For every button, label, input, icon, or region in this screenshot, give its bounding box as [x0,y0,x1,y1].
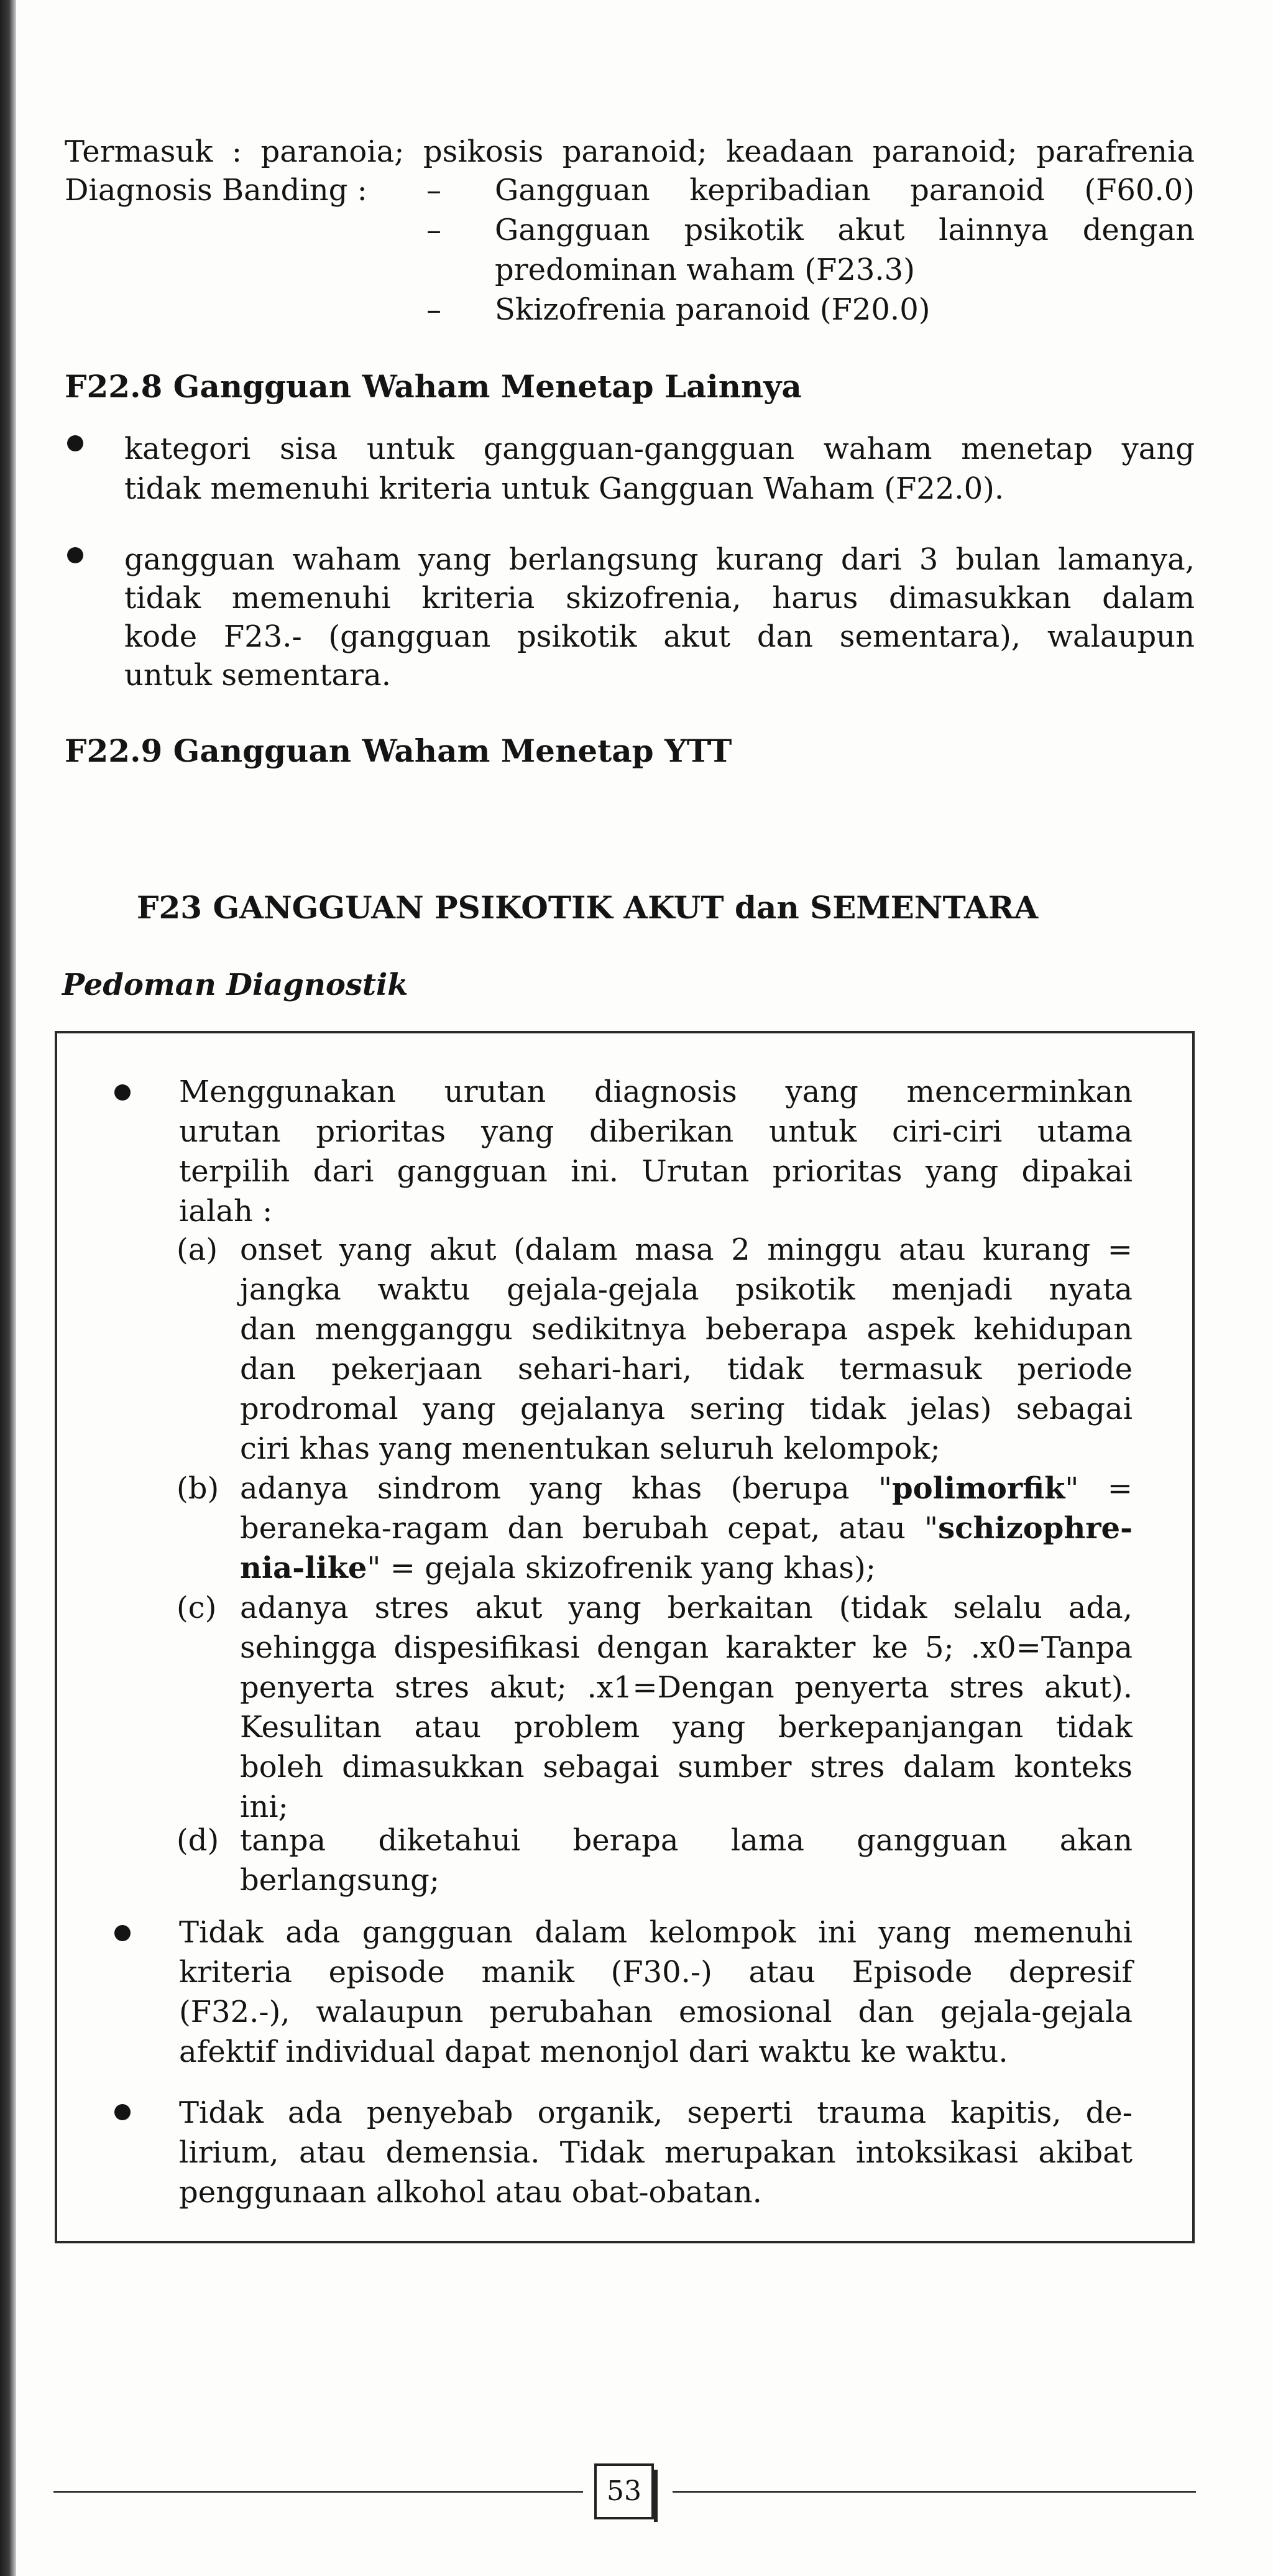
f23-heading: F23 GANGGUAN PSIKOTIK AKUT dan SEMENTARA [137,889,1039,926]
item-a-label: (a) [177,1232,218,1267]
pedoman-diagnostik-title: Pedoman Diagnostik [62,967,408,1002]
item-c-line5: boleh dimasukkan sebagai sumber stres dalam konteks [240,1750,1133,1784]
diagnosis-banding-label: Diagnosis Banding : [65,173,367,208]
bullet-icon [114,2104,131,2120]
box-b2-line4: afektif individual dapat menonjol dari waktu ke waktu. [179,2034,1008,2069]
f229-heading: F22.9 Gangguan Waham Menetap YTT [65,732,732,769]
banding-item-1: Gangguan kepribadian paranoid (F60.0) [495,173,1195,208]
box-b1-line4: ialah : [179,1194,273,1229]
f228-bullet2-line2: tidak memenuhi kriteria skizofrenia, harus dimasukkan dalam [124,581,1195,616]
f228-bullet2-line4: untuk sementara. [124,658,391,693]
item-b-line1: adanya sindrom yang khas (berupa "polimorfik" = [240,1471,1133,1506]
footer-rule-left [53,2491,583,2493]
item-b-line2: beraneka-ragam dan berubah cepat, atau "schizophre- [240,1511,1133,1546]
bullet-icon [114,1084,131,1101]
f228-heading: F22.8 Gangguan Waham Menetap Lainnya [65,368,802,405]
f228-bullet1-line1: kategori sisa untuk gangguan-gangguan waham menetap yang [124,432,1195,466]
item-c-line2: sehingga dispesifikasi dengan karakter ke 5; .x0=Tanpa [240,1630,1133,1665]
item-c-line3: penyerta stres akut; .x1=Dengan penyerta stres akut). [240,1670,1133,1705]
item-a-line3: dan mengganggu sedikitnya beberapa aspek kehidupan [240,1312,1133,1347]
banding-item-3: Skizofrenia paranoid (F20.0) [495,292,931,327]
dash-1: – [426,173,441,208]
box-b1-line1: Menggunakan urutan diagnosis yang mencerminkan [179,1074,1133,1109]
f228-bullet1-line2: tidak memenuhi kriteria untuk Gangguan Waham (F22.0). [124,471,1004,506]
item-b-line3: nia-like" = gejala skizofrenik yang khas); [240,1551,876,1586]
f228-bullet2-line3: kode F23.- (gangguan psikotik akut dan sementara), walaupun [124,619,1195,654]
f228-bullet2-line1: gangguan waham yang berlangsung kurang dari 3 bulan lamanya, [124,542,1195,577]
bullet-icon [67,435,83,451]
bullet-icon [114,1925,131,1941]
box-b1-line3: terpilih dari gangguan ini. Urutan prioritas yang dipakai [179,1154,1133,1189]
page-number: 53 [594,2463,654,2519]
footer-rule-right [673,2491,1196,2493]
dash-2: – [426,213,441,247]
item-d-line2: berlangsung; [240,1863,440,1898]
box-b3-line1: Tidak ada penyebab organik, seperti trauma kapitis, de- [179,2095,1133,2130]
box-b2-line1: Tidak ada gangguan dalam kelompok ini yang memenuhi [179,1915,1133,1950]
item-a-line6: ciri khas yang menentukan seluruh kelompok; [240,1431,940,1466]
item-a-line4: dan pekerjaan sehari-hari, tidak termasuk periode [240,1352,1133,1387]
item-c-line4: Kesulitan atau problem yang berkepanjangan tidak [240,1710,1133,1745]
item-d-label: (d) [177,1823,219,1858]
box-b2-line3: (F32.-), walaupun perubahan emosional dan gejala-gejala [179,1995,1133,2029]
item-a-line2: jangka waktu gejala-gejala psikotik menjadi nyata [240,1272,1133,1307]
banding-item-2: Gangguan psikotik akut lainnya dengan [495,213,1195,247]
item-b-label: (b) [177,1471,219,1506]
item-d-line1: tanpa diketahui berapa lama gangguan akan [240,1823,1133,1858]
item-c-line1: adanya stres akut yang berkaitan (tidak selalu ada, [240,1590,1133,1625]
item-c-label: (c) [177,1590,217,1625]
box-b3-line2: lirium, atau demensia. Tidak merupakan intoksikasi akibat [179,2135,1133,2170]
item-c-line6: ini; [240,1789,288,1824]
box-b1-line2: urutan prioritas yang diberikan untuk ciri-ciri utama [179,1114,1133,1149]
termasuk-line: Termasuk : paranoia; psikosis paranoid; keadaan paranoid; parafrenia [65,134,1195,169]
bullet-icon [67,547,83,563]
item-a-line1: onset yang akut (dalam masa 2 minggu atau kurang = [240,1232,1133,1267]
banding-item-2-cont: predominan waham (F23.3) [495,252,915,287]
dash-3: – [426,292,441,327]
item-a-line5: prodromal yang gejalanya sering tidak jelas) sebagai [240,1392,1133,1426]
box-b3-line3: penggunaan alkohol atau obat-obatan. [179,2175,762,2210]
box-b2-line2: kriteria episode manik (F30.-) atau Episode depresif [179,1955,1133,1990]
page-binding-edge [0,0,16,2576]
